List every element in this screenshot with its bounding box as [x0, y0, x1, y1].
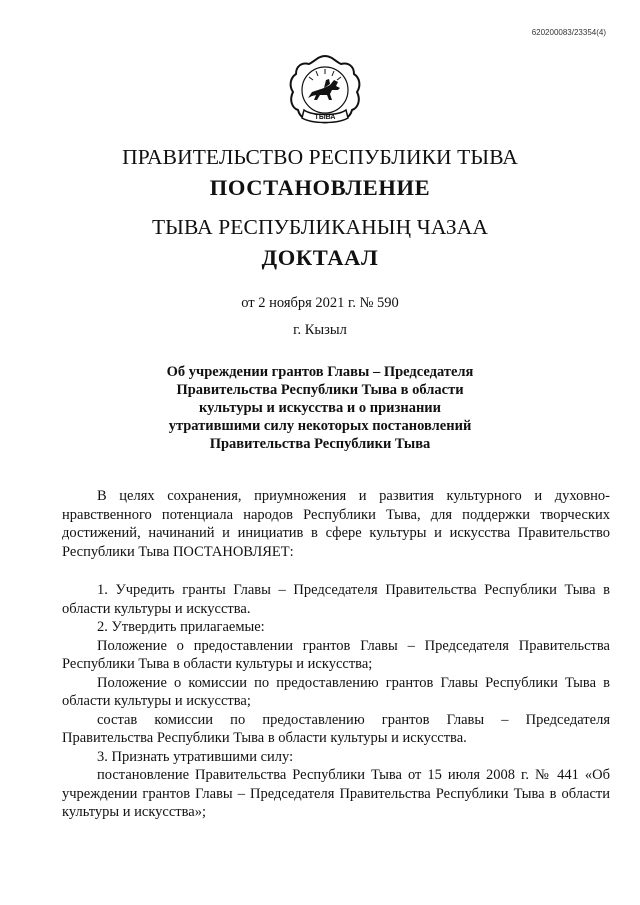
title-line: утратившими силу некоторых постановлений: [168, 418, 472, 434]
title-line: Правительства Республики Тыва в области: [176, 382, 464, 398]
item-paragraph: состав комиссии по предоставлению грантов Главы – Председателя Правительства Республики Тыва в области культуры и искусства.: [62, 711, 610, 746]
emblem-text: ТЫВА: [314, 114, 336, 121]
decree-items: [62, 581, 610, 822]
item-paragraph: Положение о комиссии по предоставлению грантов Главы Республики Тыва в области культуры и искусства;: [62, 674, 610, 709]
decree-type-tyv: ДОКТААЛ: [261, 245, 379, 270]
item-paragraph: постановление Правительства Республики Тыва от 15 июля 2008 г. № 441 «Об учреждении грантов Главы – Председателя Правительства Республики Тыва в области культуры и искусства»;: [62, 767, 610, 820]
item-paragraph: 1. Учредить гранты Главы – Председателя Правительства Республики Тыва в области культуры и искусства.: [62, 582, 610, 617]
decree-type-ru: ПОСТАНОВЛЕНИЕ: [209, 175, 431, 200]
preamble-block: [62, 487, 610, 561]
title-line: Об учреждении грантов Главы – Председателя: [166, 364, 474, 380]
title-line: культуры и искусства и о признании: [198, 400, 442, 416]
decree-date: от 2 ноября 2021 г. № 590: [241, 295, 399, 311]
item-paragraph: 2. Утвердить прилагаемые:: [97, 619, 265, 635]
government-title-tyv: ТЫВА РЕСПУБЛИКАНЫҢ ЧАЗАА: [151, 215, 489, 239]
decree-title: [0, 363, 640, 453]
document-id: 620200083/23354(4): [531, 28, 606, 37]
title-line: Правительства Республики Тыва: [209, 436, 431, 452]
item-paragraph: 3. Признать утратившими силу:: [97, 748, 294, 765]
preamble-paragraph: В целях сохранения, приумножения и развития культурного и духовно-нравственного потенциала народов Республики Тыва, для поддержки творческих достижений, начинаний и инициатив в сфере культуры и искусства Правительство Республики Тыва ПОСТАНОВЛЯЕТ:: [62, 488, 610, 560]
item-paragraph: Положение о предоставлении грантов Главы – Председателя Правительства Республики Тыва в области культуры и искусства;: [62, 637, 610, 672]
decree-city: г. Кызыл: [293, 322, 347, 338]
tuva-emblem-icon: [286, 52, 364, 136]
government-title-ru: ПРАВИТЕЛЬСТВО РЕСПУБЛИКИ ТЫВА: [122, 145, 518, 169]
